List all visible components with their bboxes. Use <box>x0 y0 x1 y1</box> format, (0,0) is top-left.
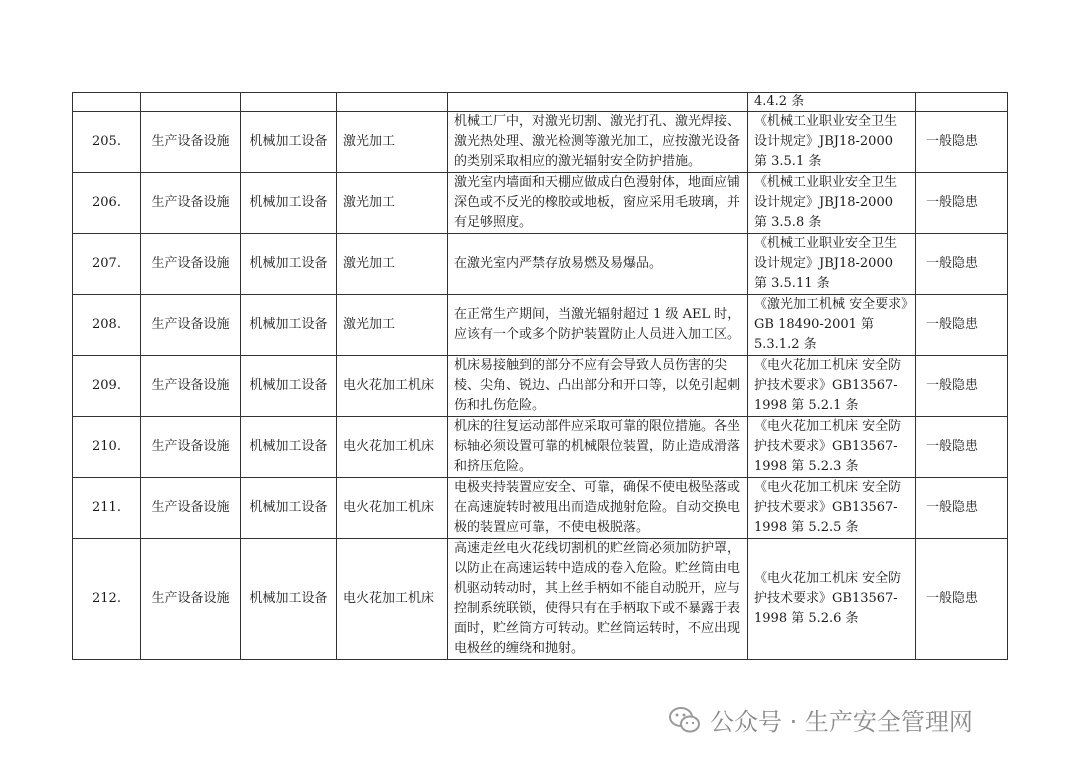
cell-process: 激光加工 <box>337 112 448 173</box>
cell-no <box>73 93 141 112</box>
watermark-text: 公众号 · 生产安全管理网 <box>710 708 973 736</box>
cell-equipment: 机械加工设备 <box>241 173 337 234</box>
cell-basis: 《机械工业职业安全卫生设计规定》JBJ18-2000 第 3.5.1 条 <box>748 112 916 173</box>
cell-requirement: 机床的往复运动部件应采取可靠的限位措施。各坐标轴必须设置可靠的机械限位装置，防止造成滑落和挤压危险。 <box>448 417 748 478</box>
table-row-continued <box>73 93 1008 112</box>
cell-equipment: 机械加工设备 <box>241 417 337 478</box>
cell-process: 激光加工 <box>337 234 448 295</box>
cell-level: 一般隐患 <box>916 234 1008 295</box>
cell-basis: 4.4.2 条 <box>748 93 916 112</box>
table-row <box>73 417 1008 478</box>
table-row <box>73 112 1008 173</box>
cell-equipment: 机械加工设备 <box>241 112 337 173</box>
table-row <box>73 539 1008 660</box>
cell-level: 一般隐患 <box>916 173 1008 234</box>
cell-requirement: 机床易接触到的部分不应有会导致人员伤害的尖棱、尖角、锐边、凸出部分和开口等，以免引起刺伤和扎伤危险。 <box>448 356 748 417</box>
cell-category <box>141 93 241 112</box>
cell-requirement: 在激光室内严禁存放易燃及易爆品。 <box>448 234 748 295</box>
cell-category: 生产设备设施 <box>141 295 241 356</box>
cell-requirement: 电极夹持装置应安全、可靠，确保不使电极坠落或在高速旋转时被甩出而造成抛射危险。自动交换电极的装置应可靠，不使电极脱落。 <box>448 478 748 539</box>
cell-no: 208. <box>73 295 141 356</box>
cell-level: 一般隐患 <box>916 417 1008 478</box>
cell-no: 210. <box>73 417 141 478</box>
cell-level: 一般隐患 <box>916 356 1008 417</box>
cell-no: 212. <box>73 539 141 660</box>
table-row <box>73 295 1008 356</box>
cell-level: 一般隐患 <box>916 539 1008 660</box>
cell-equipment <box>241 93 337 112</box>
cell-requirement: 激光室内墙面和天棚应做成白色漫射体，地面应铺深色或不反光的橡胶或地板，窗应采用毛玻璃，并有足够照度。 <box>448 173 748 234</box>
hazard-table <box>72 92 1008 660</box>
cell-requirement <box>448 93 748 112</box>
cell-equipment: 机械加工设备 <box>241 539 337 660</box>
cell-level: 一般隐患 <box>916 295 1008 356</box>
cell-category: 生产设备设施 <box>141 173 241 234</box>
cell-category: 生产设备设施 <box>141 234 241 295</box>
cell-basis: 《机械工业职业安全卫生设计规定》JBJ18-2000 第 3.5.8 条 <box>748 173 916 234</box>
cell-process: 电火花加工机床 <box>337 539 448 660</box>
cell-no: 206. <box>73 173 141 234</box>
cell-basis: 《电火花加工机床 安全防护技术要求》GB13567-1998 第 5.2.1 条 <box>748 356 916 417</box>
cell-category: 生产设备设施 <box>141 356 241 417</box>
cell-category: 生产设备设施 <box>141 417 241 478</box>
cell-equipment: 机械加工设备 <box>241 295 337 356</box>
cell-requirement: 高速走丝电火花线切割机的贮丝筒必须加防护罩，以防止在高速运转中造成的卷入危险。贮丝筒由电机驱动转动时，其上丝手柄如不能自动脱开，应与控制系统联锁，使得只有在手柄取下或不暴露于表面时，贮丝筒方可转动。贮丝筒运转时，不应出现电极丝的缠绕和抛射。 <box>448 539 748 660</box>
cell-equipment: 机械加工设备 <box>241 356 337 417</box>
cell-process: 电火花加工机床 <box>337 417 448 478</box>
cell-basis: 《电火花加工机床 安全防护技术要求》GB13567-1998 第 5.2.3 条 <box>748 417 916 478</box>
cell-equipment: 机械加工设备 <box>241 478 337 539</box>
cell-category: 生产设备设施 <box>141 478 241 539</box>
cell-basis: 《电火花加工机床 安全防护技术要求》GB13567-1998 第 5.2.5 条 <box>748 478 916 539</box>
cell-level: 一般隐患 <box>916 112 1008 173</box>
cell-process: 电火花加工机床 <box>337 356 448 417</box>
cell-equipment: 机械加工设备 <box>241 234 337 295</box>
cell-process <box>337 93 448 112</box>
cell-level: 一般隐患 <box>916 478 1008 539</box>
cell-process: 激光加工 <box>337 173 448 234</box>
watermark <box>668 702 973 737</box>
cell-basis: 《机械工业职业安全卫生设计规定》JBJ18-2000 第 3.5.11 条 <box>748 234 916 295</box>
cell-process: 电火花加工机床 <box>337 478 448 539</box>
cell-process: 激光加工 <box>337 295 448 356</box>
cell-basis: 《激光加工机械 安全要求》GB 18490-2001 第 5.3.1.2 条 <box>748 295 916 356</box>
cell-no: 211. <box>73 478 141 539</box>
cell-level <box>916 93 1008 112</box>
cell-no: 205. <box>73 112 141 173</box>
cell-requirement: 在正常生产期间，当激光辐射超过 1 级 AEL 时，应该有一个或多个防护装置防止人员进入加工区。 <box>448 295 748 356</box>
table-row <box>73 478 1008 539</box>
cell-category: 生产设备设施 <box>141 539 241 660</box>
wechat-icon <box>668 705 702 735</box>
cell-no: 207. <box>73 234 141 295</box>
cell-category: 生产设备设施 <box>141 112 241 173</box>
table-row <box>73 234 1008 295</box>
cell-no: 209. <box>73 356 141 417</box>
cell-requirement: 机械工厂中，对激光切割、激光打孔、激光焊接、激光热处理、激光检测等激光加工，应按激光设备的类别采取相应的激光辐射安全防护措施。 <box>448 112 748 173</box>
cell-basis: 《电火花加工机床 安全防护技术要求》GB13567-1998 第 5.2.6 条 <box>748 539 916 660</box>
table-row <box>73 173 1008 234</box>
table-row <box>73 356 1008 417</box>
